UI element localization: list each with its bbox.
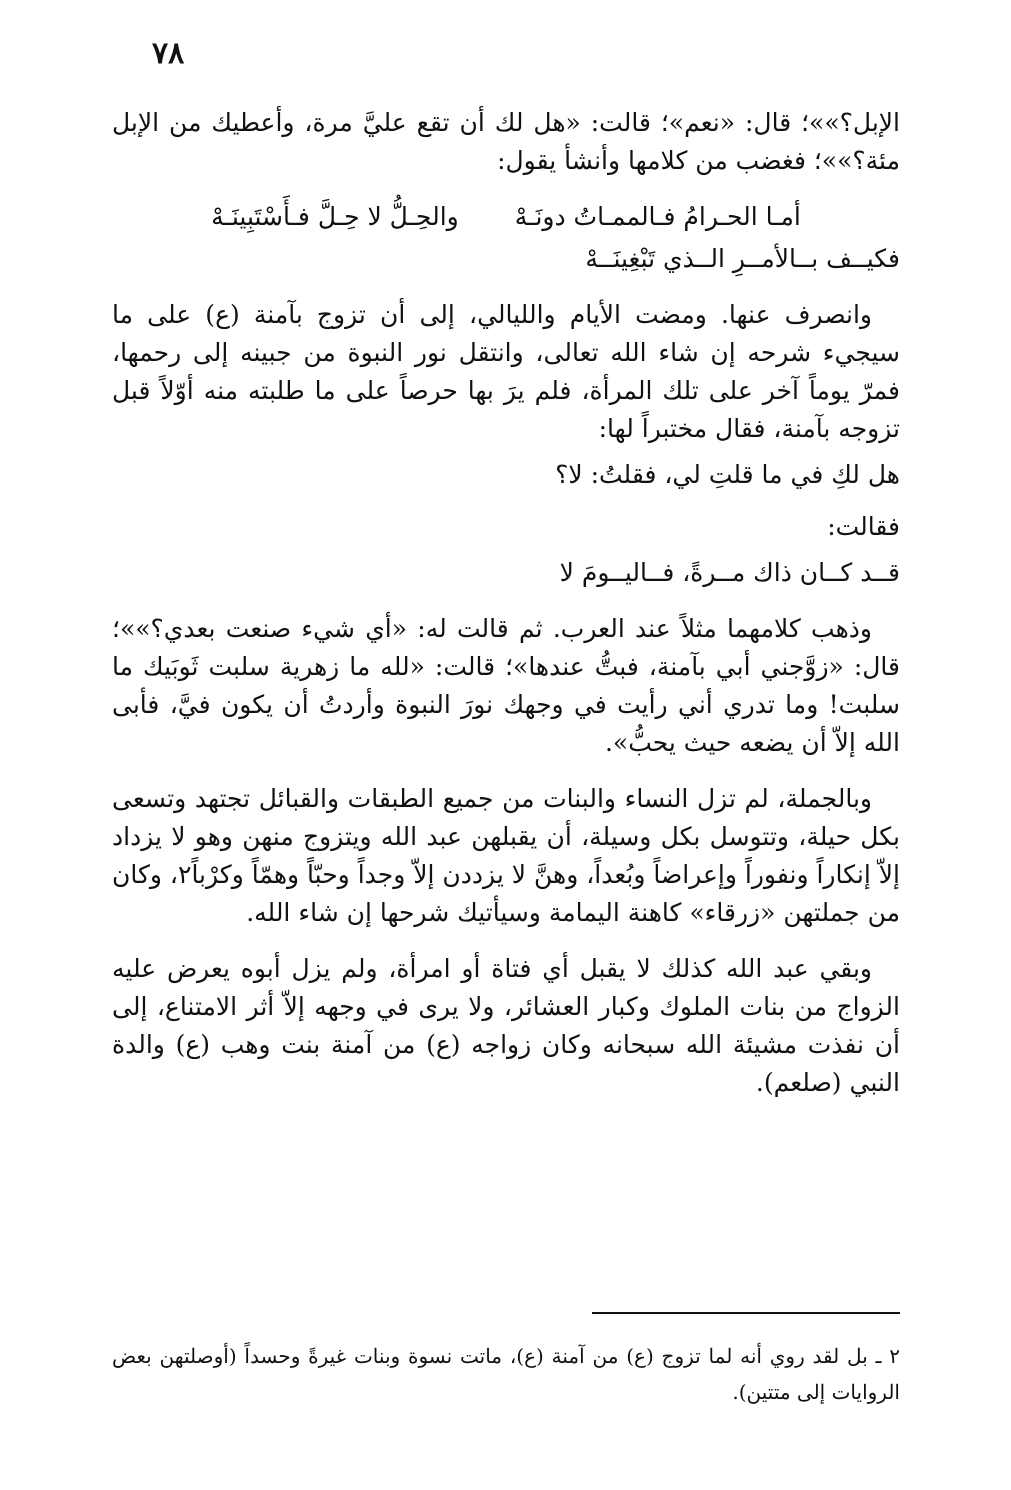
paragraph-4: وبالجملة، لم تزل النساء والبنات من جميع الطبقات والقبائل تجتهد وتسعى بكل حيلة، وتتوسل بكل وسيلة، أن يقبلهن عبد الله ويتزوج منهن وهو لا يزداد إلاّ إنكاراً ونفوراً وإعراضاً وبُعداً، وهنَّ لا يزددن إلاّ وجداً وحبّاً وهمّاً وكرْباً٢، وكان من جملتهن «زرقاء» كاهنة اليمامة وسيأتيك شرحها إن شاء الله. bbox=[112, 784, 901, 927]
poem-line-1 bbox=[112, 198, 900, 236]
paragraph-3: وذهب كلامهما مثلاً عند العرب. ثم قالت له: «أي شيء صنعت بعدي؟»»؛ قال: «زوَّجني أبي بآمنة، فبتُّ عندها»؛ قالت: «لله ما زهرية سلبت ثَوبَيك ما سلبت! وما تدري أني رأيت في وجهك نورَ النبوة وأردتُ أن يكون فيَّ، فأبى الله إلاّ أن يضعه حيث يحبُّ». bbox=[112, 614, 900, 757]
verse-answer: قــد كــان ذاك مــرةً، فــاليــومَ لا bbox=[559, 558, 900, 587]
poem-hemistich-second: والحِـلُّ لا حِـلَّ فـأَسْتَبِينَـهْ bbox=[211, 202, 459, 231]
footnote-divider bbox=[592, 1312, 900, 1314]
verse-question: هل لكِ في ما قلتِ لي، فقلتُ: لا؟ bbox=[555, 460, 900, 489]
body-text bbox=[112, 104, 900, 1120]
paragraph-2: وانصرف عنها. ومضت الأيام والليالي، إلى أن تزوج بآمنة (ع) على ما سيجيء شرحه إن شاء الله تعالى، وانتقل نور النبوة من جبينه إلى رحمها، فمرّ يوماً آخر على تلك المرأة، فلم يرَ بها حرصاً على ما طلبته منه أوّلاً قبل تزوجه بآمنة، فقال مختبراً لها: bbox=[112, 300, 900, 443]
page-number: ٧٨ bbox=[152, 36, 185, 71]
paragraph-1: الإبل؟»»؛ قال: «نعم»؛ قالت: «هل لك أن تقع عليَّ مرة، وأعطيك من الإبل مئة؟»»؛ فغضب من كلامها وأنشأ يقول: bbox=[112, 108, 900, 175]
poem-hemistich-first: أمـا الحـرامُ فـالممـاتُ دونَـهْ bbox=[514, 202, 801, 231]
footnote-2: ٢ ـ بل لقد روي أنه لما تزوج (ع) من آمنة (ع)، ماتت نسوة وبنات غيرةً وحسداً (أوصلتهن بعض الروايات إلى متتين). bbox=[112, 1344, 900, 1404]
paragraph-5: وبقي عبد الله كذلك لا يقبل أي فتاة أو امرأة، ولم يزل أبوه يعرض عليه الزواج من بنات الملوك وكبار العشائر، ولا يرى في وجهه إلاّ أثر الامتناع، إلى أن نفذت مشيئة الله سبحانه وكان زواجه (ع) من آمنة بنت وهب (ع) والدة النبي (صلعم). bbox=[112, 954, 900, 1097]
poem-line-2: فكيــف بــالأمــرِ الــذي تَبْغِينَــهْ bbox=[585, 244, 900, 273]
footnotes bbox=[112, 1338, 900, 1410]
label-faqalat: فقالت: bbox=[827, 512, 900, 541]
